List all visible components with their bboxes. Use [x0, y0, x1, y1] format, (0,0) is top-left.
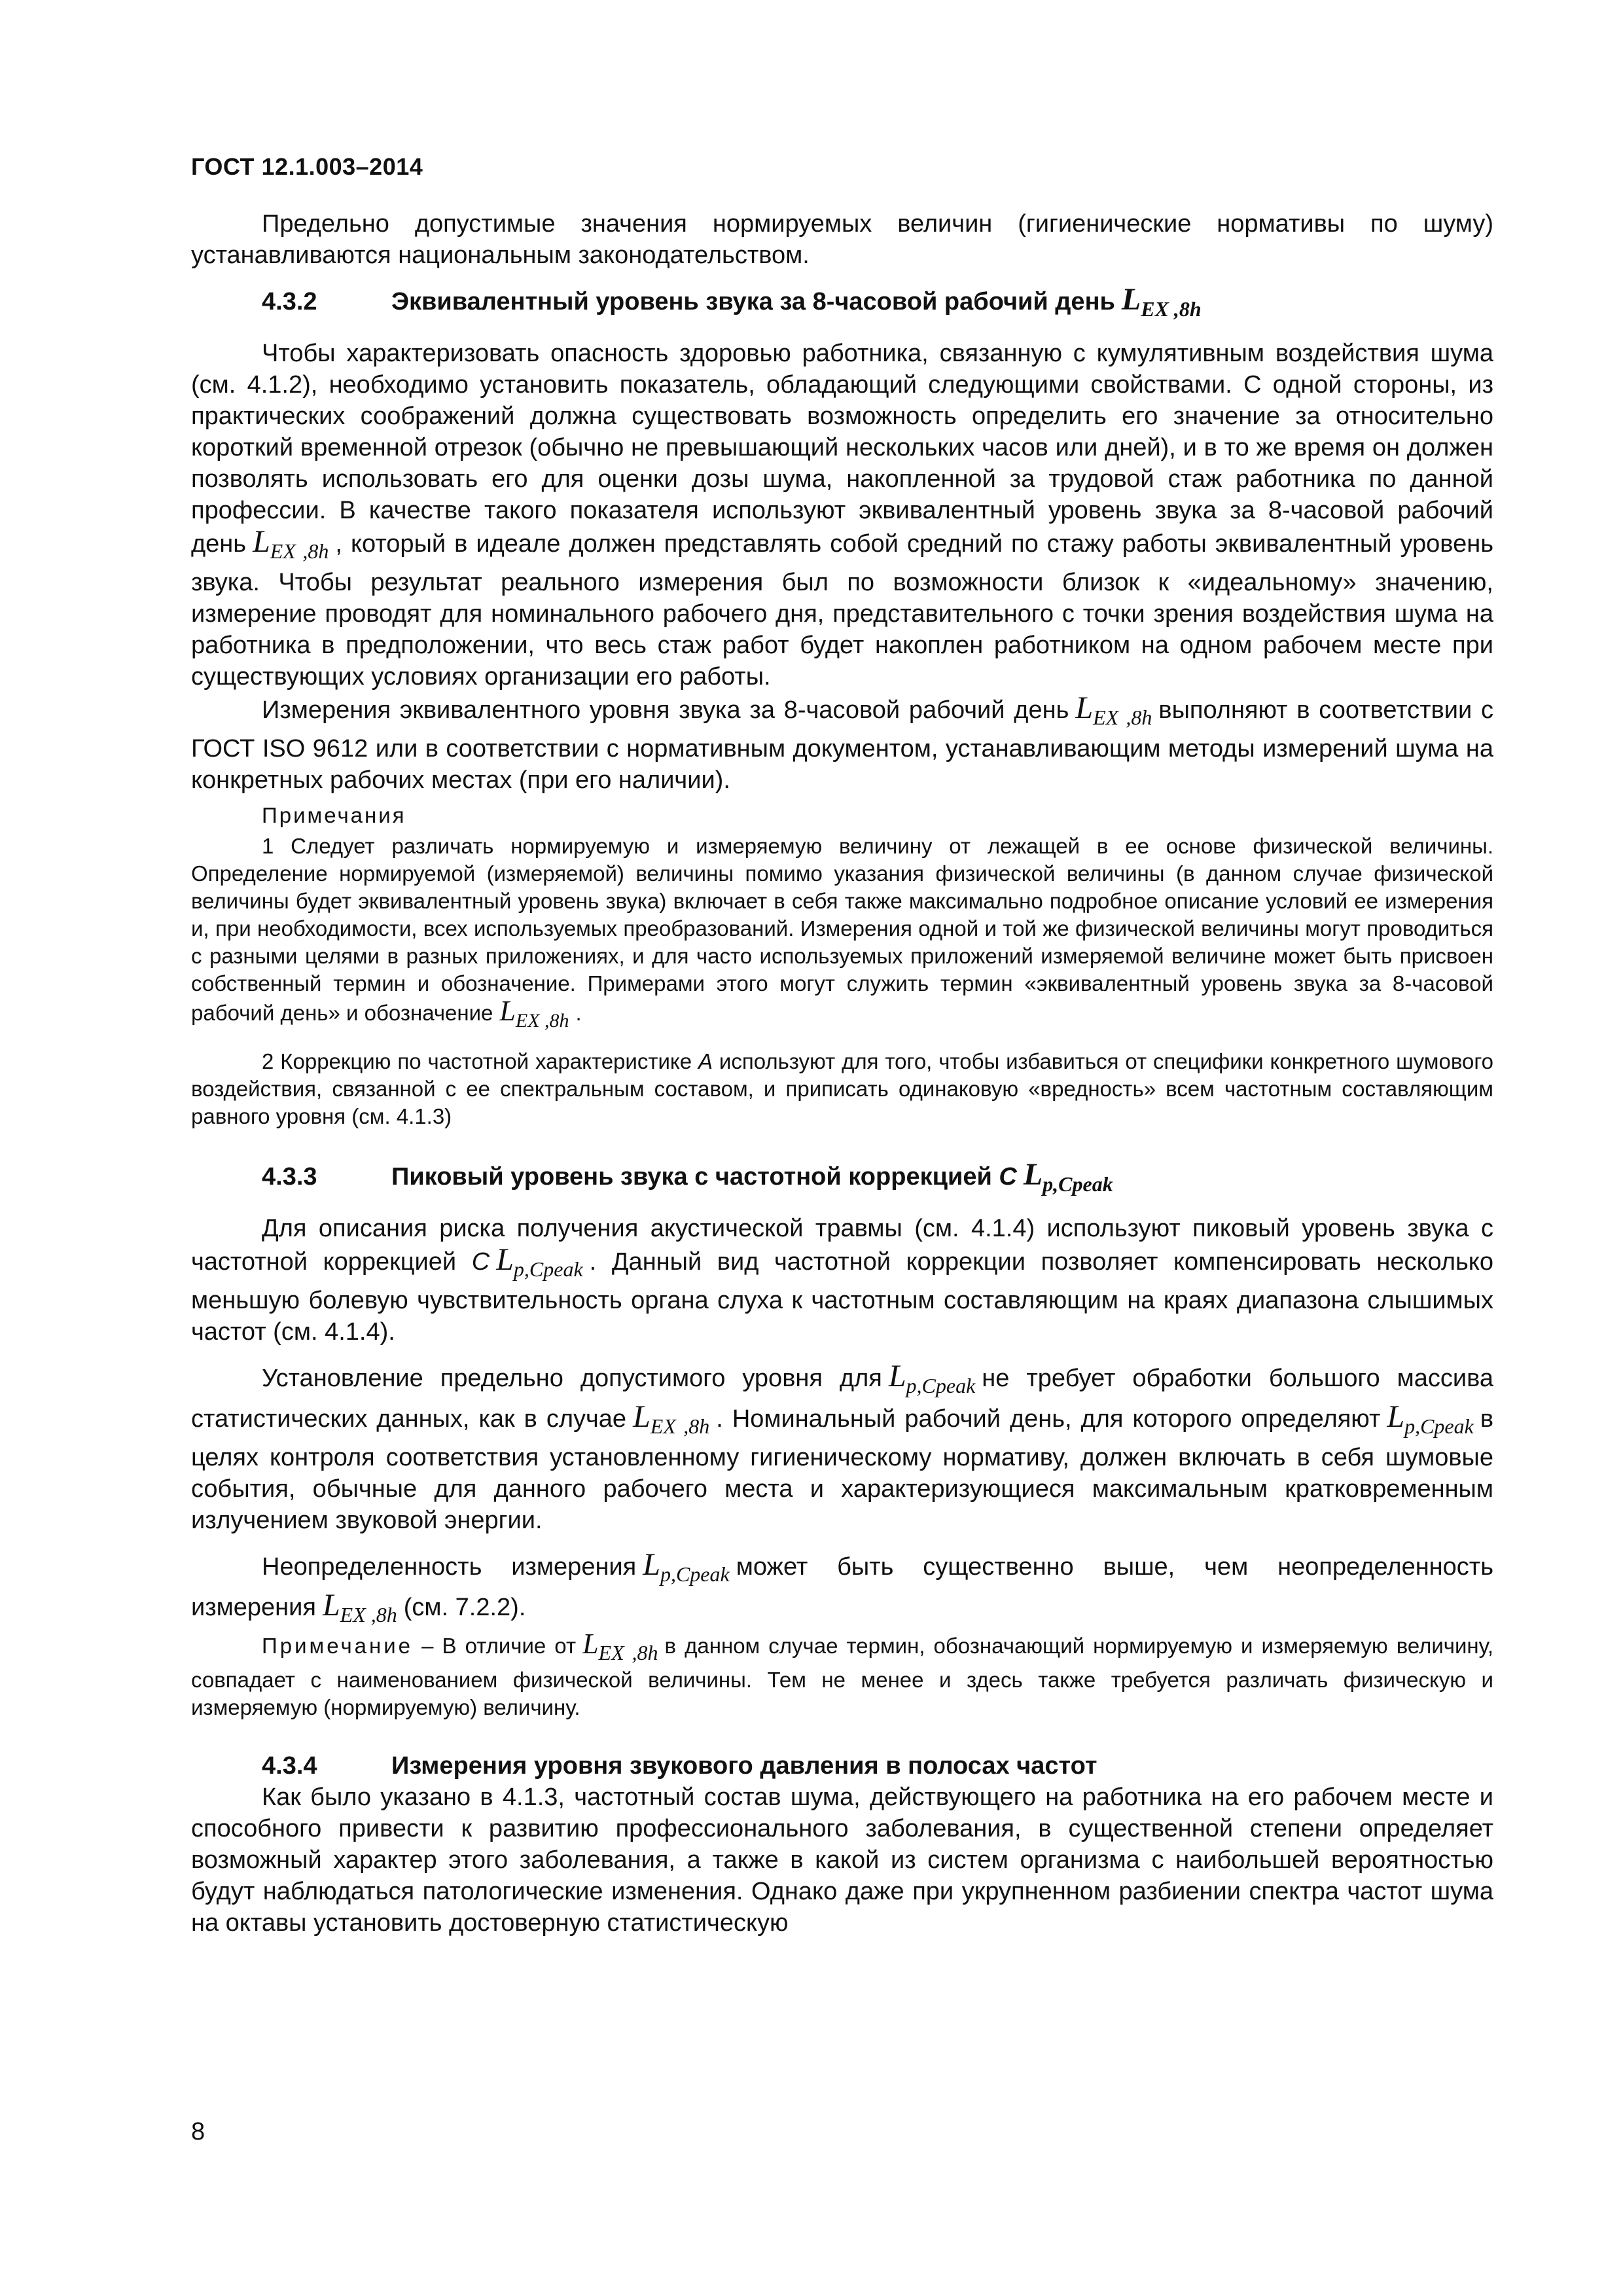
paragraph: Для описания риска получения акустической травмы (см. 4.1.4) используют пиковый уровень звука с частотной коррекцией C $L_{p,Cpeak}$ . Данный вид частотной коррекции позволяет компенсировать несколько меньшую болевую чувствительность органа слуха к частотным составляющим на краях диапазона слышимых частот (см. 4.1.4). — [191, 1215, 1493, 1346]
section-heading-4-3-2 — [191, 284, 1493, 325]
notes-title: Примечания — [262, 803, 406, 827]
paragraph: Установление предельно допустимого уровня для $L_{p,Cpeak}$ не требует обработки большого массива статистических данных, как в случае $L_{EX ,8h}$ . Номинальный рабочий день, для которого определяют $L_{p,Cpeak}$ в целях контроля соответствия установленному гигиеническому нормативу, должен включать в себя шумовые события, обычные для данного рабочего места и характеризующиеся максимальным кратковременным излучением звуковой энергии. — [191, 1359, 1494, 1534]
formula-lex8h: $L_{EX ,8h}$ — [253, 524, 329, 563]
formula-lpcpeak: $L_{p,Cpeak}$ — [888, 1359, 976, 1397]
formula-lex8h: $L_{EX ,8h}$ — [322, 1588, 397, 1626]
note-3: Примечание – В отличие от $L_{EX ,8h}$ в данном случае термин, обозначающий нормируемую и измеряемую величину, совпадает с наименованием физической величины. Тем не менее и здесь также требуется различать физическую и измеряемую (нормируемую) величину. — [191, 1628, 1494, 1719]
formula-lpcpeak: $L_{p,Cpeak}$ — [496, 1242, 583, 1281]
formula-lpcpeak: $L_{p,Cpeak}$ — [1387, 1399, 1474, 1438]
note-1: 1 Следует различать нормируемую и измеряемую величину от лежащей в ее основе физической величины. Определение нормируемой (измеряемой) величины помимо указания физической величины (в данном случае физической величины будет эквивалентный уровень звука) включает в себя также максимально подробное описание условий ее измерения и, при необходимости, всех используемых преобразований. Измерения одной и той же физической величины могут проводиться с разными целями в разных приложениях, и для часто используемых приложений измеряемой величине может быть присвоен собственный термин и обозначение. Примерами этого могут служить термин «эквивалентный уровень звука за 8-часовой рабочий день» и обозначение $L_{EX ,8h}$ . — [191, 834, 1493, 1031]
formula-lex8h: $L_{EX ,8h}$ — [1075, 691, 1152, 729]
section-heading-4-3-4 — [191, 1750, 1493, 1782]
section-number: 4.3.4 — [262, 1752, 317, 1780]
formula-lex8h: $L_{EX ,8h}$ — [582, 1628, 658, 1664]
section-title: Пиковый уровень звука с частотной коррекцией — [391, 1163, 992, 1191]
formula-lex8h: $L_{EX ,8h}$ — [633, 1399, 710, 1438]
paragraph: Неопределенность измерения $L_{p,Cpeak}$ может быть существенно выше, чем неопределенность измерения $L_{EX ,8h}$ (см. 7.2.2). — [191, 1547, 1494, 1626]
formula-lpcpeak: $L_{p,Cpeak}$ — [643, 1547, 730, 1586]
section-number: 4.3.3 — [262, 1163, 317, 1191]
note-label: Примечание — [262, 1634, 414, 1658]
section-heading-4-3-3: 4.3.3 Пиковый уровень звука с частотной коррекцией C $L_{p,Cpeak}$ — [262, 1157, 1113, 1196]
document-body — [191, 208, 1493, 1939]
paragraph: Как было указано в 4.1.3, частотный состав шума, действующего на работника на его рабочем месте и способного привести к развитию профессионального заболевания, в существенной степени определяет возможный характер этого заболевания, а также в какой из систем организма с наибольшей вероятностью будут наблюдаться патологические изменения. Однако даже при укрупненном разбиении спектра частот шума на октавы установить достоверную статистическую — [191, 1784, 1493, 1937]
section-title: Измерения уровня звукового давления в полосах частот — [391, 1752, 1097, 1780]
section-number: 4.3.2 — [262, 288, 317, 315]
paragraph: Предельно допустимые значения нормируемых величин (гигиенические нормативы по шуму) устанавливаются национальным законодательством. — [191, 210, 1493, 269]
formula-lpcpeak: $L_{p,Cpeak}$ — [1023, 1157, 1113, 1196]
formula-lex8h: $L_{EX ,8h}$ — [1121, 282, 1202, 321]
formula-lex8h: $L_{EX ,8h}$ — [499, 995, 569, 1031]
note-2: 2 Коррекцию по частотной характеристике A используют для того, чтобы избавиться от специфики конкретного шумового воздействия, связанной с ее спектральным составом, и приписать одинаковую «вредность» всем частотным составляющим равного уровня (см. 4.1.3) — [191, 1049, 1493, 1128]
paragraph: Измерения эквивалентного уровня звука за 8-часовой рабочий день $L_{EX ,8h}$ выполняют в соответствии с ГОСТ ISO 9612 или в соответствии с нормативным документом, устанавливающим методы измерений шума на конкретных рабочих местах (при его наличии). — [191, 691, 1494, 794]
document-header: ГОСТ 12.1.003–2014 — [191, 153, 423, 180]
page-number: 8 — [191, 2118, 205, 2145]
paragraph: Чтобы характеризовать опасность здоровью работника, связанную с кумулятивным воздействия шума (см. 4.1.2), необходимо установить показатель, обладающий следующими свойствами. С одной стороны, из практических соображений должна существовать возможность определить его значение за относительно короткий временной отрезок (обычно не превышающий нескольких часов или дней), и в то же время он должен позволять использовать его для оценки дозы шума, накопленной за трудовой стаж работника по данной профессии. В качестве такого показателя используют эквивалентный уровень звука за 8-часовой рабочий день $L_{EX ,8h}$ , который в идеале должен представлять собой средний по стажу работы эквивалентный уровень звука. Чтобы результат реального измерения был по возможности близок к «идеальному» значению, измерение проводят для номинального рабочего дня, представительного с точки зрения воздействия шума на работника в предположении, что весь стаж работ будет накоплен работником на одном рабочем месте при существующих условиях организации его работы. — [191, 340, 1493, 691]
section-title: Эквивалентный уровень звука за 8-часовой рабочий день — [391, 288, 1115, 315]
